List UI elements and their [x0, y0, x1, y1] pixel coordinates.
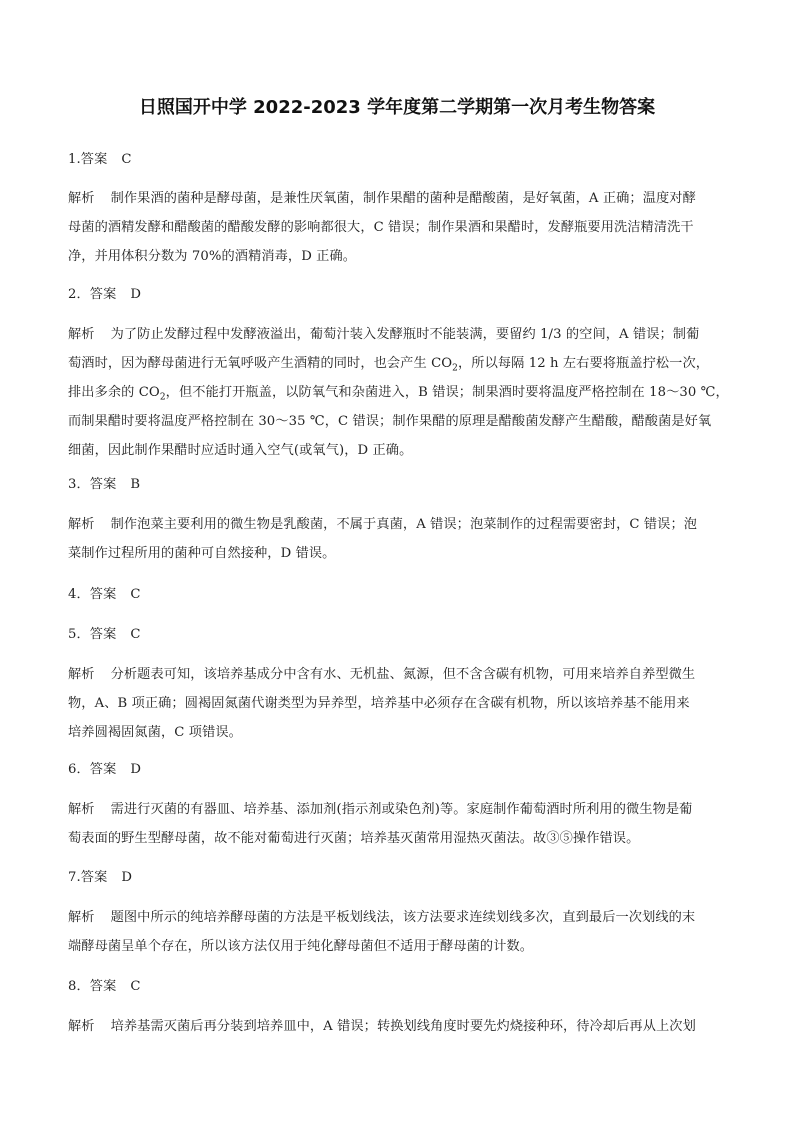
explanation-label: 解析 — [68, 517, 95, 532]
answer-value: C — [130, 627, 141, 642]
answer-line — [68, 620, 732, 649]
answer-line — [68, 755, 732, 784]
explanation-line: 而制果醋时要将温度严格控制在 30～35 ℃，C 错误；制作果醋的原理是醋酸菌发酵产生醋酸，醋酸菌是好氧 — [68, 414, 712, 429]
explanation-line: 细菌，因此制作果醋时应适时通入空气(或氧气)，D 正确。 — [68, 443, 413, 458]
explanation-line: 菜制作过程所用的菌种可自然接种，D 错误。 — [68, 546, 336, 561]
answer-label: 2．答案 — [68, 287, 117, 302]
explanation-label: 解析 — [68, 191, 95, 206]
explanation-line: 端酵母菌呈单个存在，所以该方法仅用于纯化酵母菌但不适用于酵母菌的计数。 — [68, 939, 534, 954]
answer-line — [68, 863, 732, 892]
explanation-line: 萄酒时，因为酵母菌进行无氧呼吸产生酒精的同时，也会产生 $CO_2$，所以每隔 12 h 左右要将瓶盖拧松一次， — [68, 356, 710, 374]
explanation-line: 解析 培养基需灭菌后再分装到培养皿中，A 错误；转换划线角度时要先灼烧接种环，待冷却后再从上次划 — [68, 1019, 696, 1034]
explanation-paragraph — [68, 903, 732, 961]
explanation-line: 培养圆褐固氮菌，C 项错误。 — [68, 725, 242, 740]
explanation-line: 萄表面的野生型酵母菌，故不能对葡萄进行灭菌；培养基灭菌常用湿热灭菌法。故③⑤操作错误。 — [68, 831, 640, 846]
answer-value: C — [130, 979, 141, 994]
explanation-line: 解析 制作泡菜主要利用的微生物是乳酸菌，不属于真菌，A 错误；泡菜制作的过程需要密封，C 错误；泡 — [68, 517, 698, 532]
answer-label: 1.答案 — [68, 152, 108, 167]
answer-line — [68, 280, 732, 309]
answer-value: C — [121, 152, 132, 167]
explanation-paragraph — [68, 184, 732, 271]
explanation-paragraph — [68, 320, 732, 465]
explanation-label: 解析 — [68, 802, 95, 817]
explanation-line: 解析 需进行灭菌的有器皿、培养基、添加剂(指示剂或染色剂)等。家庭制作葡萄酒时所利用的微生物是葡 — [68, 802, 693, 817]
answer-label: 6．答案 — [68, 762, 117, 777]
page-title: 日照国开中学 2022-2023 学年度第二学期第一次月考生物答案 — [138, 97, 656, 118]
explanation-line: 母菌的酒精发酵和醋酸菌的醋酸发酵的影响都很大，C 错误；制作果酒和果醋时，发酵瓶要用洗洁精清洗干 — [68, 220, 694, 235]
answer-value: D — [121, 870, 133, 885]
answer-line — [68, 145, 732, 174]
answer-label: 5．答案 — [68, 627, 117, 642]
answer-label: 3．答案 — [68, 477, 117, 492]
answer-value: D — [130, 287, 142, 302]
answer-label: 8．答案 — [68, 979, 117, 994]
explanation-line: 解析 制作果酒的菌种是酵母菌，是兼性厌氧菌，制作果醋的菌种是醋酸菌，是好氧菌，A 正确；温度对酵 — [68, 191, 696, 206]
explanation-paragraph — [68, 510, 732, 568]
explanation-paragraph — [68, 660, 732, 747]
explanation-line: 解析 题图中所示的纯培养酵母菌的方法是平板划线法，该方法要求连续划线多次，直到最后一次划线的末 — [68, 910, 696, 925]
explanation-label: 解析 — [68, 1019, 95, 1034]
explanation-line: 物，A、B 项正确；圆褐固氮菌代谢类型为异养型，培养基中必须存在含碳有机物，所以该培养基不能用来 — [68, 696, 690, 711]
explanation-paragraph — [68, 1012, 732, 1041]
answer-value: B — [130, 477, 141, 492]
answer-label: 7.答案 — [68, 870, 108, 885]
explanation-line: 解析 为了防止发酵过程中发酵液溢出，葡萄汁装入发酵瓶时不能装满，要留约 1/3 的空间，A 错误；制葡 — [68, 327, 700, 342]
explanation-label: 解析 — [68, 910, 95, 925]
answer-value: C — [130, 587, 141, 602]
explanation-label: 解析 — [68, 327, 95, 342]
explanation-line: 解析 分析题表可知，该培养基成分中含有水、无机盐、氮源，但不含含碳有机物，可用来培养自养型微生 — [68, 667, 696, 682]
explanation-label: 解析 — [68, 667, 95, 682]
explanation-line: 排出多余的 $CO_2$，但不能打开瓶盖，以防氧气和杂菌进入，B 错误；制果酒时要将温度严格控制在 18～30 ℃， — [68, 385, 729, 403]
explanation-paragraph — [68, 795, 732, 853]
answer-line — [68, 470, 732, 499]
answer-line — [68, 972, 732, 1001]
answer-value: D — [130, 762, 142, 777]
explanation-line: 净，并用体积分数为 70%的酒精消毒，D 正确。 — [68, 249, 357, 264]
answer-label: 4．答案 — [68, 587, 117, 602]
answer-line — [68, 580, 732, 609]
